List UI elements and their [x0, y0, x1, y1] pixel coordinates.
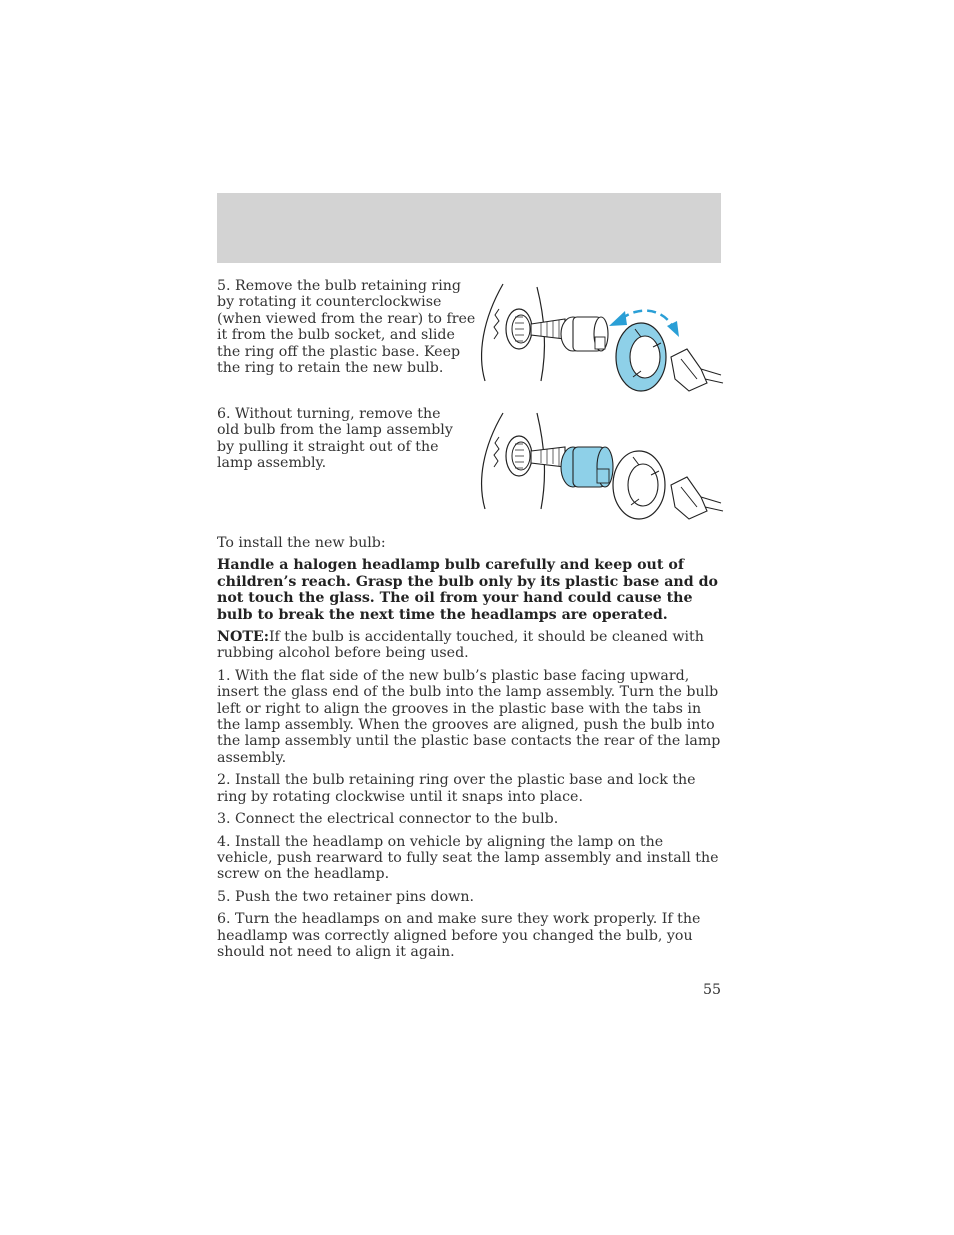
- install-step-4: 4. Install the headlamp on vehicle by aligning the lamp on the vehicle, push rearward to fully seat the lamp assembly and install the screw on the headlamp.: [217, 833, 719, 883]
- install-intro: To install the new bulb:: [217, 535, 386, 551]
- header-band: [217, 193, 721, 263]
- install-step-1: 1. With the flat side of the new bulb’s plastic base facing upward, insert the glass end of the bulb into the lamp assembly. Turn the bulb left or right to align the grooves in the plastic base with the tabs in the lamp assembly. When the grooves are aligned, push the bulb into the lamp assembly until the plastic base contacts the rear of the lamp assembly.: [217, 667, 721, 766]
- note-label: NOTE:: [217, 629, 269, 646]
- install-section: [217, 535, 723, 966]
- install-step-3: 3. Connect the electrical connector to the bulb.: [217, 811, 559, 828]
- install-step-6: 6. Turn the headlamps on and make sure they work properly. If the headlamp was correctly aligned before you changed the bulb, you should not need to align it again.: [217, 911, 701, 960]
- bulb-removal-illustration: [475, 411, 725, 521]
- halogen-warning: Handle a halogen headlamp bulb carefully and keep out of children’s reach. Grasp the bulb only by its plastic base and do not touch the glass. The oil from your hand could cause the bulb to break the next time the headlamps are operated.: [217, 557, 718, 623]
- removal-step-5: 5. Remove the bulb retaining ring by rotating it counterclockwise (when viewed from the rear) to free it from the bulb socket, and slide the ring off the plastic base. Keep the ring to retain the new bulb.: [217, 278, 476, 377]
- install-step-5: 5. Push the two retainer pins down.: [217, 888, 474, 905]
- note: [217, 629, 723, 662]
- page-number: 55: [702, 982, 721, 998]
- note-text: If the bulb is accidentally touched, it should be cleaned with rubbing alcohol before being used.: [217, 629, 704, 662]
- install-step-2: 2. Install the bulb retaining ring over the plastic base and lock the ring by rotating clockwise until it snaps into place.: [217, 772, 696, 805]
- removal-step-6: 6. Without turning, remove the old bulb from the lamp assembly by pulling it straight out of the lamp assembly.: [217, 406, 453, 472]
- ring-removal-illustration: [475, 279, 725, 394]
